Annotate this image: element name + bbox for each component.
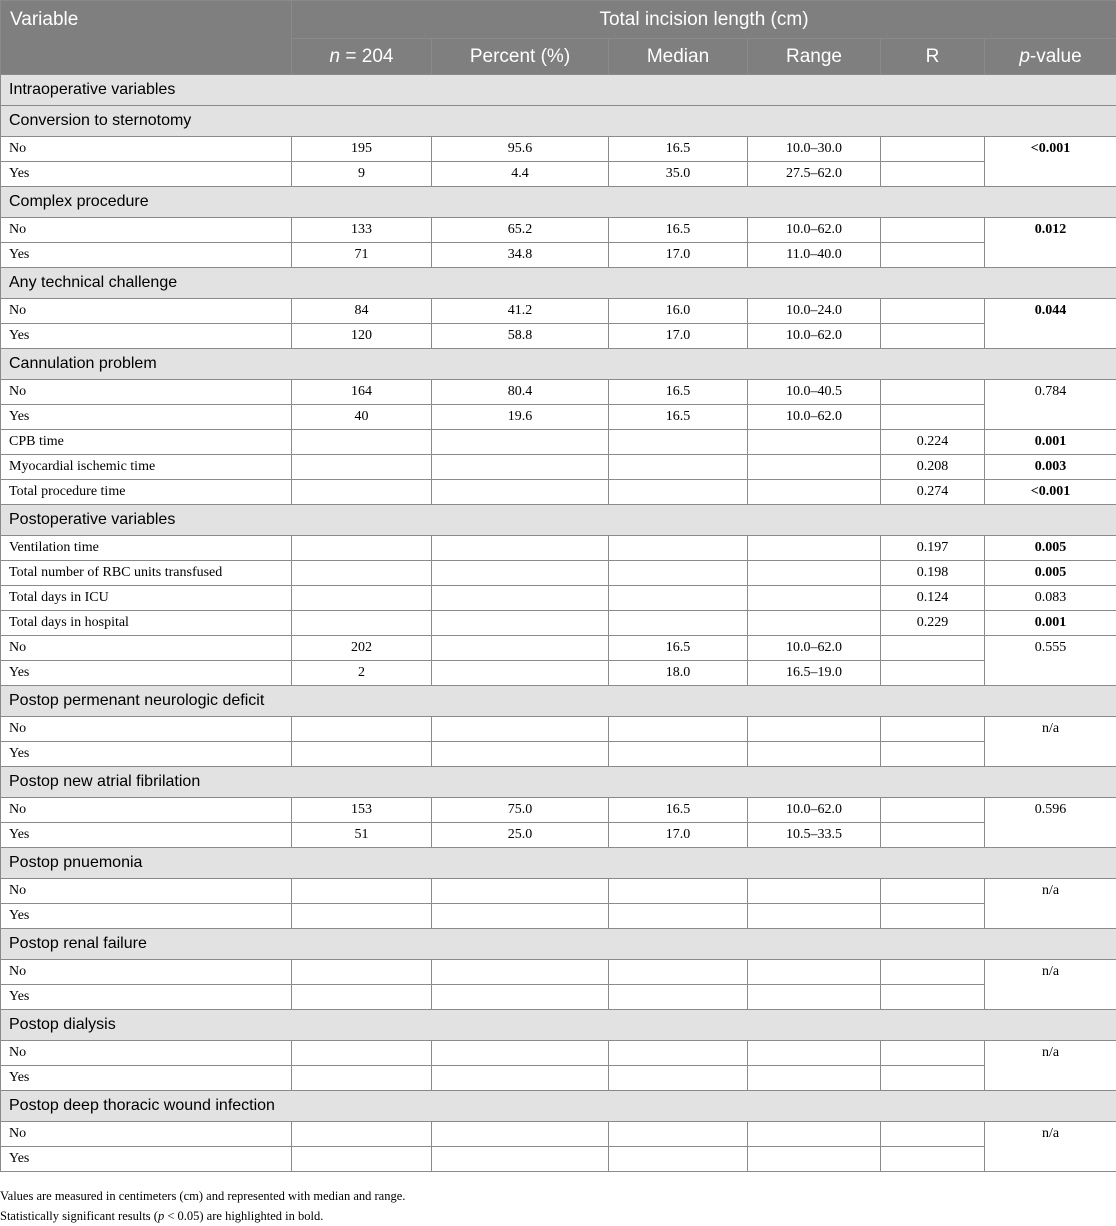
table-row [1, 823, 1116, 848]
median-cell [609, 717, 748, 742]
category-label: Yes [1, 162, 292, 187]
section-row [1, 1010, 1116, 1041]
median-cell [609, 960, 748, 985]
r-cell: 0.224 [881, 430, 985, 455]
n-cell: 202 [292, 636, 432, 661]
category-label: No [1, 137, 292, 162]
percent-cell: 19.6 [432, 405, 609, 430]
percent-cell: 58.8 [432, 324, 609, 349]
r-cell [881, 742, 985, 767]
table-row [1, 324, 1116, 349]
median-cell: 17.0 [609, 823, 748, 848]
section-row [1, 767, 1116, 798]
percent-cell: 34.8 [432, 243, 609, 268]
category-label: No [1, 1122, 292, 1147]
table-row [1, 661, 1116, 686]
n-cell [292, 586, 432, 611]
n-cell [292, 985, 432, 1010]
p-value-cell: <0.001 [985, 480, 1116, 505]
range-cell: 11.0–40.0 [748, 243, 881, 268]
r-cell: 0.229 [881, 611, 985, 636]
table-row [1, 480, 1116, 505]
section-row [1, 106, 1116, 137]
table-row [1, 717, 1116, 742]
table-row [1, 1122, 1116, 1147]
range-cell [748, 586, 881, 611]
section-label: Conversion to sternotomy [1, 106, 1116, 137]
range-cell [748, 430, 881, 455]
section-row [1, 848, 1116, 879]
r-cell [881, 299, 985, 324]
section-label: Any technical challenge [1, 268, 1116, 299]
p-value-cell: 0.784 [985, 380, 1116, 430]
table-row [1, 455, 1116, 480]
percent-cell [432, 879, 609, 904]
median-cell [609, 1147, 748, 1172]
category-label: Yes [1, 324, 292, 349]
section-row [1, 187, 1116, 218]
median-cell: 16.5 [609, 405, 748, 430]
range-cell [748, 879, 881, 904]
p-value-suffix: -value [1030, 46, 1082, 67]
p-value-column-header [985, 39, 1116, 75]
n-cell: 9 [292, 162, 432, 187]
percent-cell: 4.4 [432, 162, 609, 187]
table-row [1, 904, 1116, 929]
median-cell: 17.0 [609, 243, 748, 268]
table-row [1, 985, 1116, 1010]
group-header: Total incision length (cm) [292, 1, 1116, 39]
median-cell: 17.0 [609, 324, 748, 349]
range-cell: 10.0–62.0 [748, 218, 881, 243]
range-cell: 10.0–62.0 [748, 405, 881, 430]
median-cell: 16.5 [609, 798, 748, 823]
median-cell [609, 742, 748, 767]
table-row [1, 536, 1116, 561]
r-cell [881, 380, 985, 405]
range-cell [748, 455, 881, 480]
percent-cell [432, 1041, 609, 1066]
percent-cell [432, 717, 609, 742]
p-value-cell: 0.001 [985, 611, 1116, 636]
table-row [1, 1041, 1116, 1066]
category-label: No [1, 1041, 292, 1066]
n-total: = 204 [340, 46, 393, 67]
percent-cell [432, 904, 609, 929]
percent-cell [432, 1147, 609, 1172]
median-cell [609, 1041, 748, 1066]
r-cell [881, 137, 985, 162]
section-label: Postop deep thoracic wound infection [1, 1091, 1116, 1122]
median-cell [609, 455, 748, 480]
variable-label: CPB time [1, 430, 292, 455]
table-row [1, 561, 1116, 586]
median-cell [609, 536, 748, 561]
section-row [1, 505, 1116, 536]
range-cell: 10.0–62.0 [748, 798, 881, 823]
range-cell [748, 480, 881, 505]
category-label: Yes [1, 661, 292, 686]
r-cell [881, 162, 985, 187]
r-cell [881, 798, 985, 823]
median-column-header: Median [609, 39, 748, 75]
section-label: Postop new atrial fibrilation [1, 767, 1116, 798]
n-cell [292, 430, 432, 455]
table-row [1, 162, 1116, 187]
table-row [1, 137, 1116, 162]
r-column-header: R [881, 39, 985, 75]
n-cell [292, 717, 432, 742]
n-cell: 84 [292, 299, 432, 324]
table-footnotes [0, 1186, 1116, 1226]
category-label: No [1, 218, 292, 243]
r-cell [881, 904, 985, 929]
percent-cell: 80.4 [432, 380, 609, 405]
variable-label: Total procedure time [1, 480, 292, 505]
percent-cell: 41.2 [432, 299, 609, 324]
r-cell [881, 985, 985, 1010]
percent-cell: 95.6 [432, 137, 609, 162]
footnote-p-symbol: p [158, 1209, 164, 1223]
p-value-cell: n/a [985, 1122, 1116, 1172]
footnote-significance-post: < 0.05) are highlighted in bold. [164, 1209, 323, 1223]
percent-cell [432, 611, 609, 636]
n-cell [292, 742, 432, 767]
section-row [1, 686, 1116, 717]
median-cell [609, 611, 748, 636]
p-value-cell: 0.083 [985, 586, 1116, 611]
section-row [1, 929, 1116, 960]
p-value-cell: 0.005 [985, 536, 1116, 561]
category-label: Yes [1, 405, 292, 430]
percent-cell [432, 561, 609, 586]
n-column-header [292, 39, 432, 75]
range-cell: 10.5–33.5 [748, 823, 881, 848]
variable-label: Myocardial ischemic time [1, 455, 292, 480]
n-cell: 2 [292, 661, 432, 686]
variable-column-header: Variable [1, 1, 292, 75]
n-cell: 133 [292, 218, 432, 243]
n-cell [292, 611, 432, 636]
n-cell [292, 904, 432, 929]
table-row [1, 636, 1116, 661]
table-row [1, 742, 1116, 767]
table-row [1, 960, 1116, 985]
section-label: Complex procedure [1, 187, 1116, 218]
p-value-cell: 0.012 [985, 218, 1116, 268]
section-row [1, 268, 1116, 299]
n-cell: 40 [292, 405, 432, 430]
category-label: Yes [1, 742, 292, 767]
range-cell [748, 1147, 881, 1172]
table-row [1, 1147, 1116, 1172]
median-cell [609, 480, 748, 505]
r-cell [881, 879, 985, 904]
n-cell [292, 480, 432, 505]
range-cell: 10.0–30.0 [748, 137, 881, 162]
median-cell: 16.5 [609, 137, 748, 162]
range-cell [748, 717, 881, 742]
table-row [1, 586, 1116, 611]
footnote-significance-pre: Statistically significant results ( [0, 1209, 158, 1223]
table-row [1, 611, 1116, 636]
r-cell [881, 1066, 985, 1091]
percent-cell [432, 985, 609, 1010]
percent-cell [432, 636, 609, 661]
range-cell [748, 1066, 881, 1091]
percent-cell: 25.0 [432, 823, 609, 848]
r-cell [881, 405, 985, 430]
r-cell [881, 324, 985, 349]
section-row [1, 349, 1116, 380]
footnote-significance [0, 1206, 1116, 1226]
section-label: Postop renal failure [1, 929, 1116, 960]
n-cell: 195 [292, 137, 432, 162]
range-cell [748, 742, 881, 767]
range-cell [748, 960, 881, 985]
section-label: Postop pnuemonia [1, 848, 1116, 879]
table-row [1, 1066, 1116, 1091]
r-cell [881, 661, 985, 686]
median-cell [609, 430, 748, 455]
p-value-cell: 0.005 [985, 561, 1116, 586]
n-cell [292, 1066, 432, 1091]
median-cell: 16.5 [609, 380, 748, 405]
category-label: Yes [1, 1147, 292, 1172]
p-value-cell: n/a [985, 960, 1116, 1010]
p-symbol: p [1019, 46, 1030, 67]
percent-cell [432, 430, 609, 455]
category-label: No [1, 299, 292, 324]
n-cell [292, 960, 432, 985]
footnote-values: Values are measured in centimeters (cm) and represented with median and range. [0, 1186, 1116, 1206]
percent-cell [432, 1122, 609, 1147]
table-row [1, 430, 1116, 455]
table-body [1, 75, 1116, 1172]
range-cell [748, 536, 881, 561]
percent-cell: 75.0 [432, 798, 609, 823]
variable-label: Ventilation time [1, 536, 292, 561]
percent-cell [432, 742, 609, 767]
category-label: Yes [1, 985, 292, 1010]
n-cell [292, 1041, 432, 1066]
category-label: No [1, 879, 292, 904]
median-cell: 16.5 [609, 218, 748, 243]
percent-cell [432, 960, 609, 985]
range-cell [748, 611, 881, 636]
median-cell: 16.5 [609, 636, 748, 661]
category-label: Yes [1, 243, 292, 268]
median-cell [609, 904, 748, 929]
percent-cell [432, 1066, 609, 1091]
variable-label: Total days in hospital [1, 611, 292, 636]
range-cell: 10.0–40.5 [748, 380, 881, 405]
table-row [1, 405, 1116, 430]
r-cell: 0.208 [881, 455, 985, 480]
p-value-cell: <0.001 [985, 137, 1116, 187]
table-row [1, 299, 1116, 324]
n-cell: 153 [292, 798, 432, 823]
r-cell: 0.197 [881, 536, 985, 561]
variable-label: Total number of RBC units transfused [1, 561, 292, 586]
range-cell [748, 904, 881, 929]
r-cell [881, 243, 985, 268]
p-value-cell: 0.003 [985, 455, 1116, 480]
category-label: No [1, 636, 292, 661]
n-cell [292, 1147, 432, 1172]
percent-cell [432, 536, 609, 561]
n-cell: 51 [292, 823, 432, 848]
n-symbol: n [330, 46, 341, 67]
table-row [1, 380, 1116, 405]
section-label: Postop permenant neurologic deficit [1, 686, 1116, 717]
p-value-cell: 0.596 [985, 798, 1116, 848]
section-label: Cannulation problem [1, 349, 1116, 380]
variable-label: Total days in ICU [1, 586, 292, 611]
range-cell [748, 561, 881, 586]
category-label: Yes [1, 823, 292, 848]
p-value-cell: n/a [985, 717, 1116, 767]
range-cell: 10.0–62.0 [748, 324, 881, 349]
r-cell [881, 1041, 985, 1066]
percent-cell [432, 480, 609, 505]
range-cell [748, 985, 881, 1010]
n-cell [292, 561, 432, 586]
table-row [1, 243, 1116, 268]
category-label: Yes [1, 904, 292, 929]
n-cell: 164 [292, 380, 432, 405]
category-label: No [1, 798, 292, 823]
table-header [1, 1, 1116, 75]
category-label: Yes [1, 1066, 292, 1091]
median-cell: 35.0 [609, 162, 748, 187]
p-value-cell: 0.044 [985, 299, 1116, 349]
section-label: Postop dialysis [1, 1010, 1116, 1041]
r-cell: 0.198 [881, 561, 985, 586]
table-row [1, 798, 1116, 823]
p-value-cell: n/a [985, 1041, 1116, 1091]
r-cell: 0.124 [881, 586, 985, 611]
category-label: No [1, 960, 292, 985]
median-cell: 18.0 [609, 661, 748, 686]
median-cell [609, 1122, 748, 1147]
range-cell: 10.0–24.0 [748, 299, 881, 324]
section-row [1, 75, 1116, 106]
section-label: Intraoperative variables [1, 75, 1116, 106]
p-value-cell: n/a [985, 879, 1116, 929]
section-label: Postoperative variables [1, 505, 1116, 536]
range-cell: 27.5–62.0 [748, 162, 881, 187]
median-cell [609, 1066, 748, 1091]
range-cell [748, 1122, 881, 1147]
n-cell [292, 879, 432, 904]
median-cell [609, 879, 748, 904]
table-row [1, 879, 1116, 904]
table-row [1, 218, 1116, 243]
r-cell [881, 823, 985, 848]
percent-cell [432, 661, 609, 686]
r-cell [881, 717, 985, 742]
range-column-header: Range [748, 39, 881, 75]
range-cell: 16.5–19.0 [748, 661, 881, 686]
r-cell: 0.274 [881, 480, 985, 505]
n-cell [292, 536, 432, 561]
n-cell: 71 [292, 243, 432, 268]
r-cell [881, 218, 985, 243]
category-label: No [1, 380, 292, 405]
category-label: No [1, 717, 292, 742]
r-cell [881, 636, 985, 661]
r-cell [881, 1147, 985, 1172]
p-value-cell: 0.555 [985, 636, 1116, 686]
percent-cell [432, 586, 609, 611]
section-row [1, 1091, 1116, 1122]
median-cell [609, 985, 748, 1010]
median-cell [609, 561, 748, 586]
n-cell: 120 [292, 324, 432, 349]
percent-cell: 65.2 [432, 218, 609, 243]
n-cell [292, 1122, 432, 1147]
range-cell [748, 1041, 881, 1066]
median-cell [609, 586, 748, 611]
n-cell [292, 455, 432, 480]
r-cell [881, 960, 985, 985]
median-cell: 16.0 [609, 299, 748, 324]
r-cell [881, 1122, 985, 1147]
percent-column-header: Percent (%) [432, 39, 609, 75]
range-cell: 10.0–62.0 [748, 636, 881, 661]
p-value-cell: 0.001 [985, 430, 1116, 455]
percent-cell [432, 455, 609, 480]
